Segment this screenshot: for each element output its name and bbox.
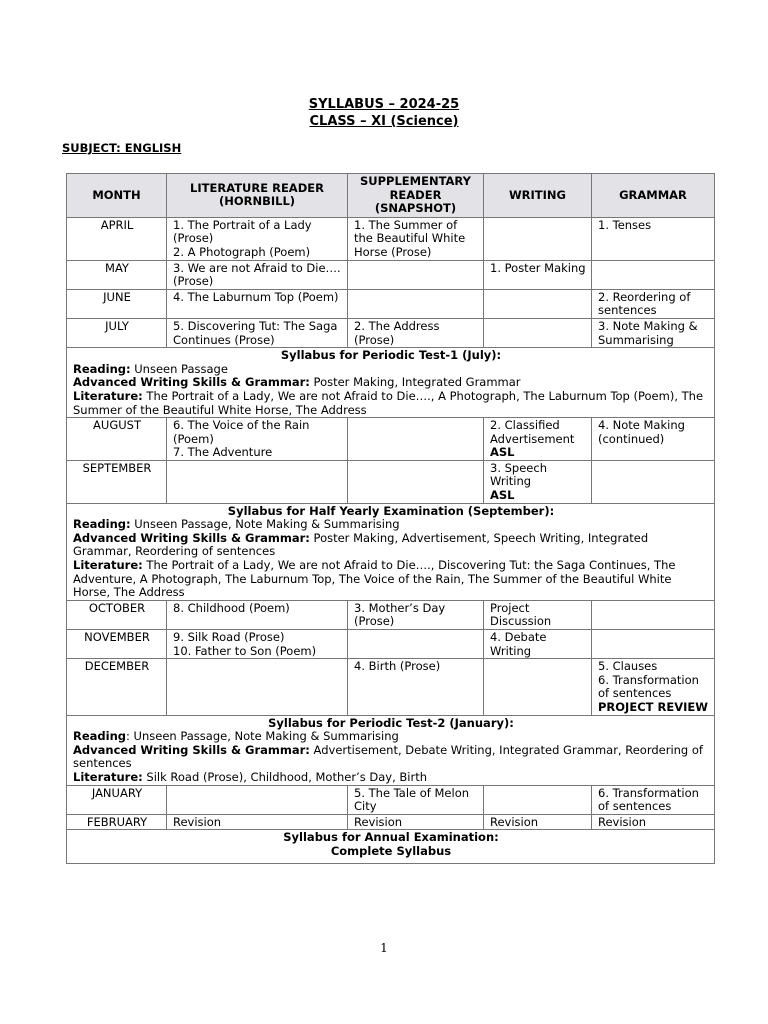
summary-row [67,715,715,785]
writing-cell: 4. Debate Writing [484,630,592,659]
summary-label: Literature: [73,388,143,403]
summary-title: Syllabus for Periodic Test-2 (January): [268,715,514,730]
literature-item: 10. Father to Son (Poem) [173,643,317,658]
summary-label: Reading: [73,517,131,532]
summary-literature [73,559,709,600]
supplementary-cell: 1. The Summer of the Beautiful White Horse (Prose) [348,217,484,260]
header-grammar: GRAMMAR [592,174,715,218]
month-cell: MAY [67,260,167,289]
syllabus-table [66,173,715,864]
grammar-cell: 1. Tenses [592,217,715,260]
writing-cell [484,318,592,347]
grammar-cell: 6. Transformation of sentences [592,785,715,814]
summary-text: : Unseen Passage, Note Making & Summarising [126,729,399,744]
header-month: MONTH [67,174,167,218]
summary-literature [73,771,709,785]
grammar-cell [592,600,715,629]
literature-cell [167,659,348,715]
table-row [67,289,715,318]
month-cell: NOVEMBER [67,630,167,659]
writing-cell [484,418,592,461]
summary-text: The Portrait of a Lady, We are not Afraid to Die…., Discovering Tut: the Saga Continues, The Adventure, A Photograph, The Laburnum Top, The Voice of the Rain, The Summer of the Beautiful White Horse, The Address [73,558,676,600]
literature-item: 7. The Adventure [173,445,273,460]
summary-text: Poster Making, Advertisement, Speech Writing, Integrated Grammar, Reordering of sentences [73,530,649,559]
summary-label: Literature: [73,558,143,573]
grammar-cell [592,460,715,503]
writing-cell [484,460,592,503]
summary-title: Syllabus for Annual Examination: [283,830,499,845]
summary-label: Advanced Writing Skills & Grammar: [73,375,310,390]
month-cell: OCTOBER [67,600,167,629]
grammar-cell [592,659,715,715]
grammar-item: 6. Transformation of sentences [598,672,699,701]
summary-label: Literature: [73,769,143,784]
summary-title: Syllabus for Periodic Test-1 (July): [280,348,502,363]
summary-row [67,503,715,600]
literature-cell [167,418,348,461]
summary-title: Syllabus for Half Yearly Examination (September): [227,503,555,518]
month-cell: SEPTEMBER [67,460,167,503]
supplementary-cell: 3. Mother’s Day (Prose) [348,600,484,629]
asl-label: ASL [490,445,515,460]
writing-cell [484,659,592,715]
grammar-cell: Revision [592,814,715,830]
summary-subtitle: Complete Syllabus [330,843,452,858]
document-header [0,96,768,130]
grammar-cell [592,260,715,289]
document-title: SYLLABUS – 2024-25 [308,97,460,112]
literature-cell: 8. Childhood (Poem) [167,600,348,629]
supplementary-cell: 5. The Tale of Melon City [348,785,484,814]
writing-cell [484,217,592,260]
summary-row [67,830,715,863]
summary-label: Reading [73,729,127,744]
supplementary-cell: 2. The Address (Prose) [348,318,484,347]
summary-writing [73,744,709,771]
summary-writing [73,532,709,559]
literature-cell: 4. The Laburnum Top (Poem) [167,289,348,318]
summary-reading [73,363,709,377]
literature-cell [167,460,348,503]
supplementary-cell [348,418,484,461]
table-row [67,814,715,830]
grammar-cell: 2. Reordering of sentences [592,289,715,318]
table-row [67,630,715,659]
header-writing: WRITING [484,174,592,218]
supplementary-cell [348,460,484,503]
writing-cell: Project Discussion [484,600,592,629]
header-literature: LITERATURE READER (HORNBILL) [167,174,348,218]
table-row [67,260,715,289]
supplementary-cell [348,630,484,659]
table-row [67,418,715,461]
grammar-item: 5. Clauses [598,659,658,674]
literature-item: 1. The Portrait of a Lady (Prose) [173,217,312,246]
table-row [67,785,715,814]
table-row [67,600,715,629]
periodic-test-1-summary [67,348,715,418]
month-cell: JANUARY [67,785,167,814]
literature-cell: Revision [167,814,348,830]
month-cell: JULY [67,318,167,347]
project-review-label: PROJECT REVIEW [598,699,708,714]
literature-item: 2. A Photograph (Poem) [173,244,311,259]
writing-item: 3. Speech Writing [490,460,547,489]
summary-text: Advertisement, Debate Writing, Integrated Grammar, Reordering of sentences [73,742,703,771]
summary-reading [73,518,709,532]
supplementary-cell [348,289,484,318]
month-cell: JUNE [67,289,167,318]
summary-text: Poster Making, Integrated Grammar [309,375,521,390]
grammar-cell: 4. Note Making (continued) [592,418,715,461]
writing-item: 2. Classified Advertisement [490,418,575,446]
summary-row [67,348,715,418]
writing-cell: 1. Poster Making [484,260,592,289]
summary-text: Unseen Passage [130,361,228,376]
month-cell: FEBRUARY [67,814,167,830]
summary-text: Unseen Passage, Note Making & Summarising [130,517,400,532]
supplementary-cell: Revision [348,814,484,830]
header-supplementary: SUPPLEMENTARY READER (SNAPSHOT) [348,174,484,218]
month-cell: APRIL [67,217,167,260]
literature-cell [167,217,348,260]
table-row [67,460,715,503]
writing-cell [484,785,592,814]
writing-cell: Revision [484,814,592,830]
literature-item: 6. The Voice of the Rain (Poem) [173,418,310,446]
summary-label: Advanced Writing Skills & Grammar: [73,742,310,757]
literature-cell: 3. We are not Afraid to Die…. (Prose) [167,260,348,289]
summary-text: Silk Road (Prose), Childhood, Mother’s Day, Birth [142,769,428,784]
grammar-cell [592,630,715,659]
half-yearly-summary [67,503,715,600]
table-row [67,217,715,260]
summary-label: Advanced Writing Skills & Grammar: [73,530,310,545]
summary-reading [73,730,709,744]
table-row [67,318,715,347]
subject-heading: SUBJECT: ENGLISH [62,141,182,155]
supplementary-cell [348,260,484,289]
supplementary-cell: 4. Birth (Prose) [348,659,484,715]
annual-exam-summary [67,830,715,863]
summary-text: The Portrait of a Lady, We are not Afraid to Die…., A Photograph, The Laburnum Top (Poem), The Summer of the Beautiful White Horse, The Address [73,388,704,417]
class-title: CLASS – XI (Science) [309,114,459,129]
summary-writing [73,376,709,390]
month-cell: DECEMBER [67,659,167,715]
periodic-test-2-summary [67,715,715,785]
table-row [67,659,715,715]
literature-cell [167,630,348,659]
asl-label: ASL [490,488,515,503]
summary-literature [73,390,709,417]
writing-cell [484,289,592,318]
summary-label: Reading: [73,361,131,376]
literature-cell [167,785,348,814]
literature-cell: 5. Discovering Tut: The Saga Continues (Prose) [167,318,348,347]
literature-item: 9. Silk Road (Prose) [173,630,285,644]
page-number: 1 [380,941,388,955]
grammar-cell: 3. Note Making & Summarising [592,318,715,347]
month-cell: AUGUST [67,418,167,461]
table-header-row [67,174,715,218]
